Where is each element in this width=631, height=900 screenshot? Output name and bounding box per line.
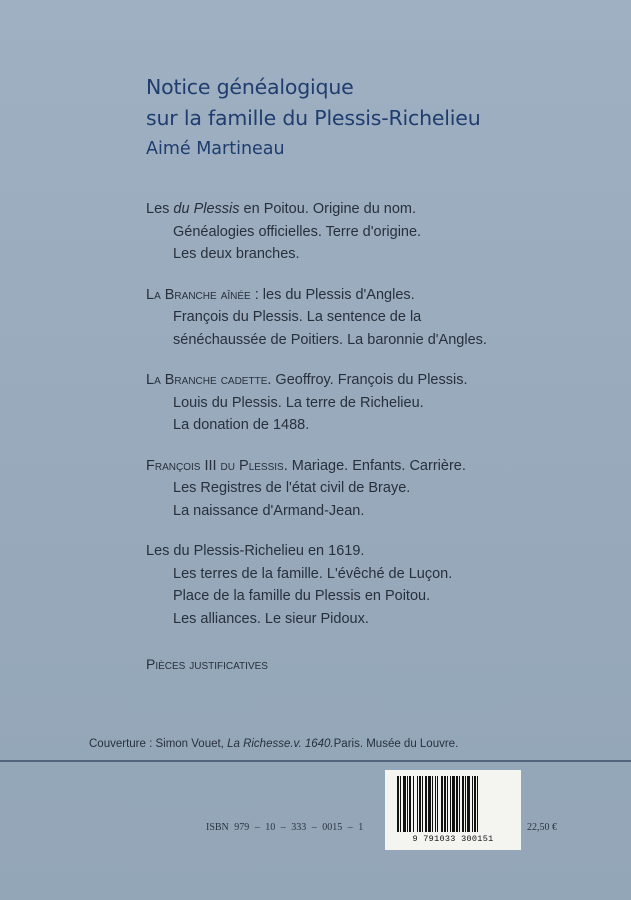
- section-branche-cadette: [146, 369, 616, 437]
- barcode-bar: [428, 776, 431, 832]
- barcode-bar: [474, 776, 476, 832]
- section-line: Les deux branches.: [173, 246, 300, 262]
- section-heading: François III du Plessis. Mariage. Enfants. Carrière.: [146, 457, 466, 474]
- section-line: sénéchaussée de Poitiers. La baronnie d'Angles.: [173, 331, 487, 348]
- barcode-bar: [435, 776, 436, 832]
- barcode-bar: [422, 776, 423, 832]
- section-line: Les alliances. Le sieur Pidoux.: [173, 610, 369, 627]
- section-line: Les terres de la famille. L'évêché de Luçon.: [173, 565, 453, 582]
- section-francois-iii: [146, 455, 616, 523]
- section-line: Les Registres de l'état civil de Braye.: [173, 480, 411, 496]
- section-line: Généalogies officielles. Terre d'origine.: [173, 223, 422, 240]
- barcode-bar: [462, 776, 464, 832]
- section-line: Louis du Plessis. La terre de Richelieu.: [173, 394, 424, 411]
- section-du-plessis-poitou: [146, 198, 616, 266]
- pieces-justificatives: Pièces justificatives: [146, 656, 268, 672]
- barcode-bar: [419, 776, 421, 832]
- section-line: La donation de 1488.: [173, 417, 310, 433]
- barcode-bar: [400, 776, 401, 832]
- barcode-digits: 9 791033 300151: [412, 834, 494, 844]
- barcode-bar: [417, 776, 418, 832]
- book-title-line-1: Notice généalogique: [146, 75, 354, 99]
- section-heading: Les du Plessis-Richelieu en 1619.: [146, 543, 365, 559]
- barcode-bar: [432, 776, 433, 832]
- price: 22,50 €: [527, 822, 557, 833]
- section-line: François du Plessis. La sentence de la: [173, 309, 422, 325]
- barcode-bar: [477, 776, 478, 832]
- barcode-bar: [397, 776, 399, 832]
- section-plessis-richelieu-1619: [146, 540, 616, 630]
- barcode: [385, 770, 521, 850]
- section-heading: La Branche aînée : les du Plessis d'Angles.: [146, 286, 415, 303]
- barcode-bar: [450, 776, 451, 832]
- barcode-bars: [397, 776, 509, 832]
- barcode-bar: [409, 776, 411, 832]
- barcode-bar: [425, 776, 427, 832]
- barcode-bar: [447, 776, 448, 832]
- barcode-bar: [472, 776, 473, 832]
- contents-summary: [146, 198, 616, 648]
- barcode-bar: [465, 776, 466, 832]
- barcode-bar: [407, 776, 408, 832]
- barcode-bar: [444, 776, 446, 832]
- barcode-bar: [452, 776, 455, 832]
- barcode-bar: [403, 776, 406, 832]
- isbn-number: ISBN 979 – 10 – 333 – 0015 – 1: [206, 822, 364, 833]
- cover-credit: Couverture : Simon Vouet, La Richesse.v. 1640.Paris. Musée du Louvre.: [89, 738, 459, 750]
- section-line: Place de la famille du Plessis en Poitou.: [173, 588, 431, 604]
- barcode-bar: [467, 776, 470, 832]
- section-branche-ainee: [146, 284, 616, 352]
- barcode-bar: [437, 776, 438, 832]
- barcode-bar: [413, 776, 414, 832]
- horizontal-divider: [0, 760, 631, 762]
- barcode-bar: [441, 776, 443, 832]
- section-heading: La Branche cadette. Geoffroy. François du Plessis.: [146, 372, 468, 388]
- barcode-bar: [456, 776, 458, 832]
- book-title-line-2: sur la famille du Plessis-Richelieu: [146, 106, 481, 130]
- section-line: La naissance d'Armand-Jean.: [173, 502, 365, 519]
- section-heading: Les du Plessis en Poitou. Origine du nom.: [146, 201, 417, 217]
- title-block: [146, 72, 481, 164]
- barcode-bar: [459, 776, 460, 832]
- author-name: Aimé Martineau: [146, 139, 285, 159]
